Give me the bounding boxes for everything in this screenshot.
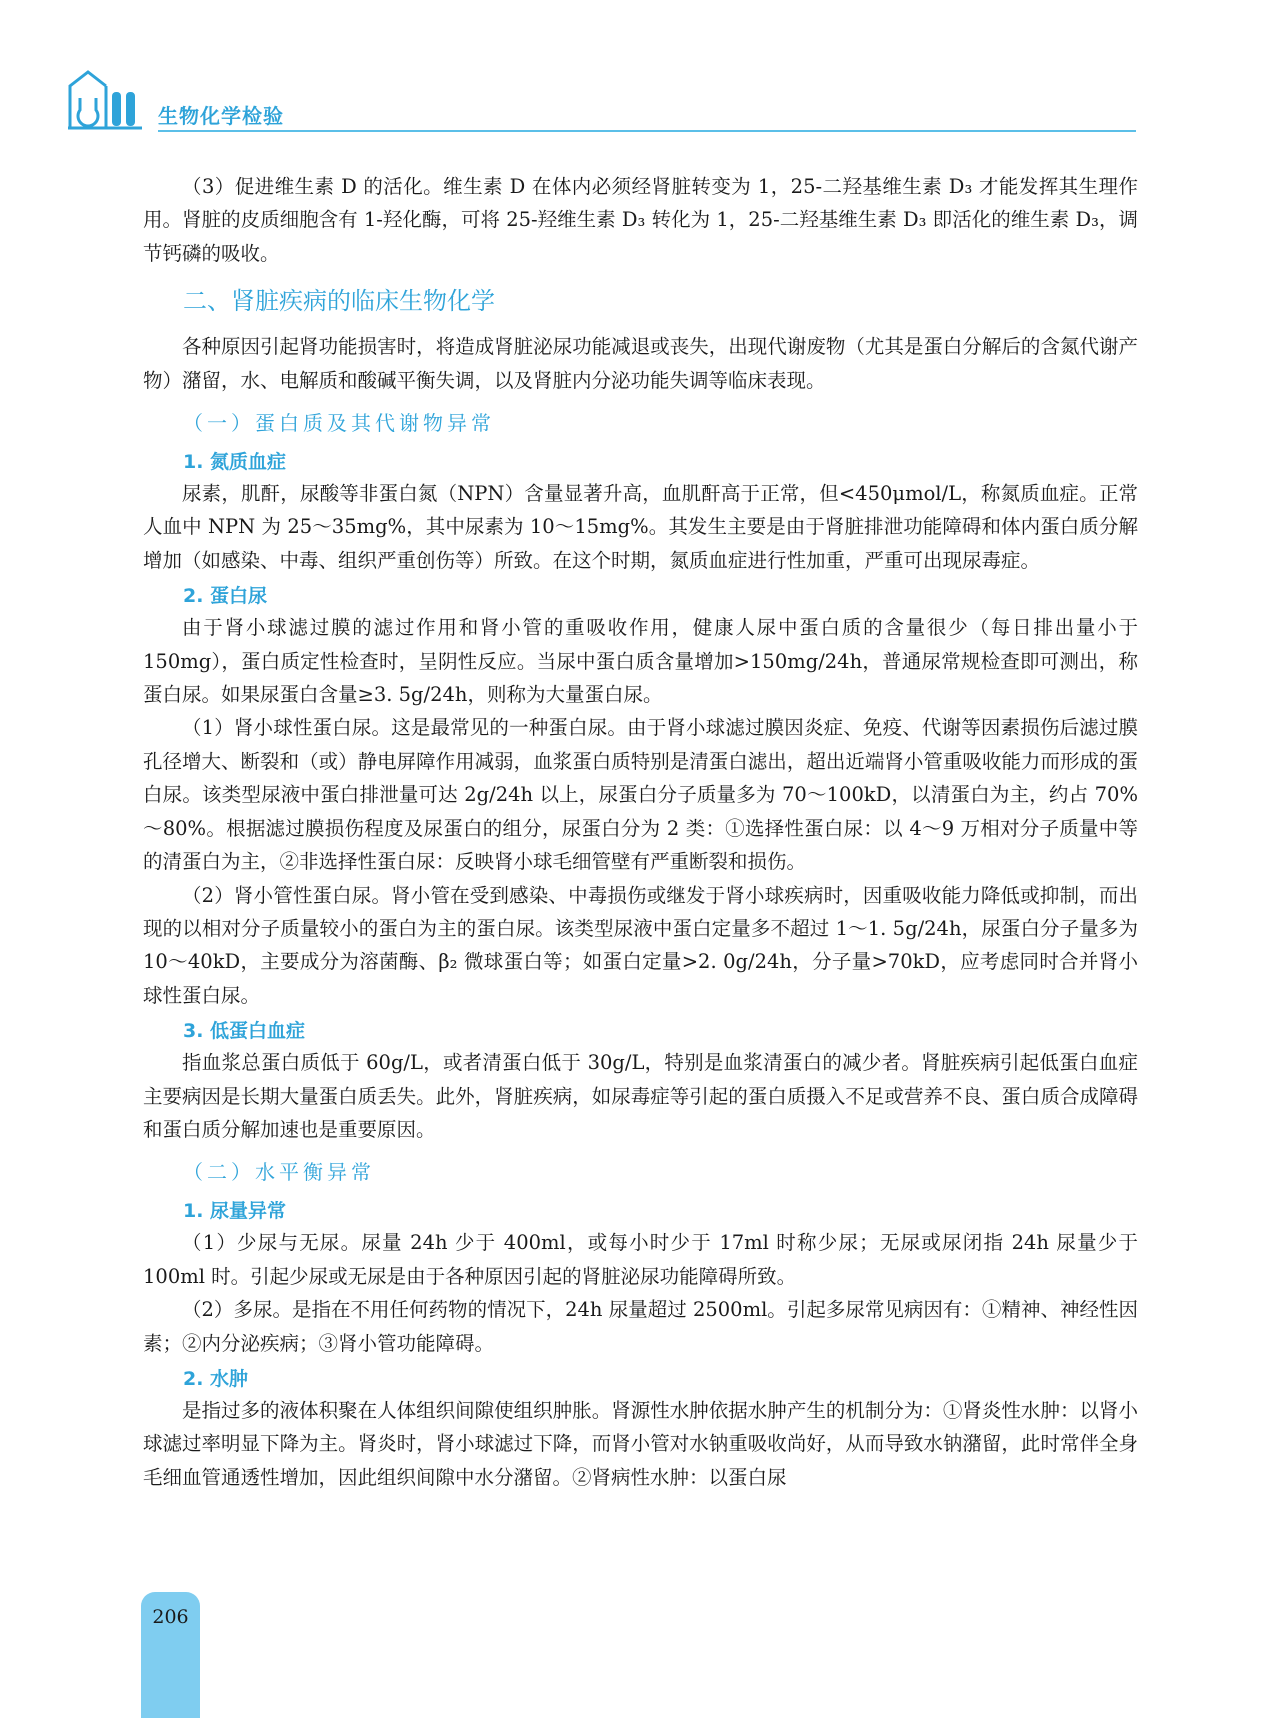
lab-flask-logo-icon (66, 62, 144, 132)
page-header (66, 62, 1136, 136)
proteinuria-paragraph: 由于肾小球滤过膜的滤过作用和肾小管的重吸收作用，健康人尿中蛋白质的含量很少（每日排出量小于 150mg），蛋白质定性检查时，呈阴性反应。当尿中蛋白质含量增加>150mg/24h，普通尿常规检查即可测出，称蛋白尿。如果尿蛋白含量≥3. 5g/24h，则称为大量蛋白尿。 (143, 616, 1138, 707)
heading-edema: 2. 水肿 (183, 1367, 249, 1390)
heading-azotemia: 1. 氮质血症 (183, 451, 287, 474)
page-content (143, 170, 1138, 1494)
polyuria-paragraph: （2）多尿。是指在不用任何药物的情况下，24h 尿量超过 2500ml。引起多尿常见病因有：①精神、神经性因素；②内分泌疾病；③肾小管功能障碍。 (143, 1298, 1138, 1355)
vitamin-d-paragraph: （3）促进维生素 D 的活化。维生素 D 在体内必须经肾脏转变为 1，25-二羟基维生素 D₃ 才能发挥其生理作用。肾脏的皮质细胞含有 1-羟化酶，可将 25-羟维生素 D₃ 转化为 1，25-二羟基维生素 D₃ 即活化的维生素 D₃，调节钙磷的吸收。 (143, 175, 1138, 265)
subsection-heading-water: （二）水平衡异常 (183, 1160, 375, 1185)
section-heading: 二、肾脏疾病的临床生物化学 (183, 287, 495, 316)
subsection-heading-protein: （一）蛋白质及其代谢物异常 (183, 411, 495, 436)
azotemia-paragraph: 尿素，肌酐，尿酸等非蛋白氮（NPN）含量显著升高，血肌酐高于正常，但<450μmol/L，称氮质血症。正常人血中 NPN 为 25～35mg%，其中尿素为 10～15mg%。其发生主要是由于肾脏排泄功能障碍和体内蛋白质分解增加（如感染、中毒、组织严重创伤等）所致。在这个时期，氮质血症进行性加重，严重可出现尿毒症。 (143, 482, 1138, 572)
tubular-proteinuria-paragraph: （2）肾小管性蛋白尿。肾小管在受到感染、中毒损伤或继发于肾小球疾病时，因重吸收能力降低或抑制，而出现的以相对分子质量较小的蛋白为主的蛋白尿。该类型尿液中蛋白定量多不超过 1～1. 5g/24h，尿蛋白分子量多为 10～40kD，主要成分为溶菌酶、β₂ 微球蛋白等；如蛋白定量>2. 0g/24h，分子量>70kD，应考虑同时合并肾小球性蛋白尿。 (143, 883, 1138, 1007)
hypoproteinemia-paragraph: 指血浆总蛋白质低于 60g/L，或者清蛋白低于 30g/L，特别是血浆清蛋白的减少者。肾脏疾病引起低蛋白血症主要病因是长期大量蛋白质丢失。此外，肾脏疾病，如尿毒症等引起的蛋白质摄入不足或营养不良、蛋白质合成障碍和蛋白质分解加速也是重要原因。 (143, 1051, 1138, 1141)
edema-paragraph: 是指过多的液体积聚在人体组织间隙使组织肿胀。肾源性水肿依据水肿产生的机制分为：①肾炎性水肿：以肾小球滤过率明显下降为主。肾炎时，肾小球滤过下降，而肾小管对水钠重吸收尚好，从而导致水钠潴留，此时常伴全身毛细血管通透性增加，因此组织间隙中水分潴留。②肾病性水肿：以蛋白尿 (143, 1398, 1138, 1489)
section-intro-paragraph: 各种原因引起肾功能损害时，将造成肾脏泌尿功能减退或丧失，出现代谢废物（尤其是蛋白分解后的含氮代谢产物）潴留，水、电解质和酸碱平衡失调，以及肾脏内分泌功能失调等临床表现。 (143, 335, 1138, 392)
header-rule (158, 130, 1136, 132)
page-number: 206 (152, 1606, 189, 1628)
heading-urine-volume: 1. 尿量异常 (183, 1200, 287, 1223)
page-number-tab (141, 1592, 200, 1718)
heading-hypoproteinemia: 3. 低蛋白血症 (183, 1020, 306, 1043)
oliguria-paragraph: （1）少尿与无尿。尿量 24h 少于 400ml，或每小时少于 17ml 时称少尿；无尿或尿闭指 24h 尿量少于 100ml 时。引起少尿或无尿是由于各种原因引起的肾脏泌尿功能障碍所致。 (143, 1231, 1138, 1288)
heading-proteinuria: 2. 蛋白尿 (183, 585, 268, 608)
book-title: 生物化学检验 (158, 104, 284, 128)
glomerular-proteinuria-paragraph: （1）肾小球性蛋白尿。这是最常见的一种蛋白尿。由于肾小球滤过膜因炎症、免疫、代谢等因素损伤后滤过膜孔径增大、断裂和（或）静电屏障作用减弱，血浆蛋白质特别是清蛋白滤出，超出近端肾小管重吸收能力而形成的蛋白尿。该类型尿液中蛋白排泄量可达 2g/24h 以上，尿蛋白分子质量多为 70～100kD，以清蛋白为主，约占 70%～80%。根据滤过膜损伤程度及尿蛋白的组分，尿蛋白分为 2 类：①选择性蛋白尿：以 4～9 万相对分子质量中等的清蛋白为主，②非选择性蛋白尿：反映肾小球毛细管壁有严重断裂和损伤。 (143, 716, 1138, 874)
